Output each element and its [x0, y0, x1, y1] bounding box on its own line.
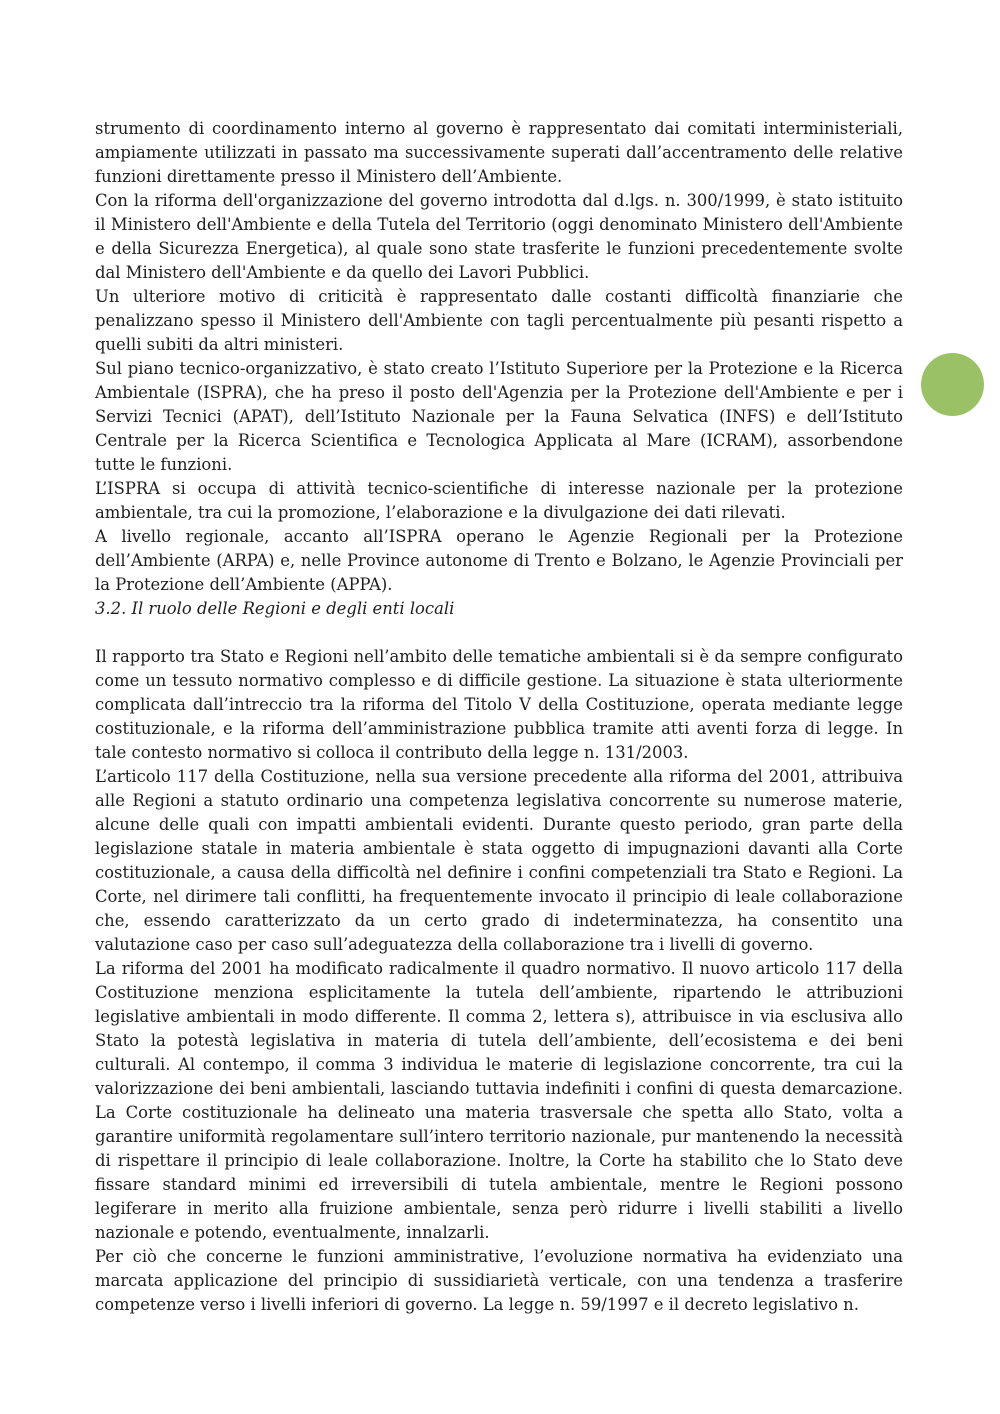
paragraph: Con la riforma dell'organizzazione del governo introdotta dal d.lgs. n. 300/1999, è stato istituito il Ministero dell'Ambiente e della Tutela del Territorio (oggi denominato Ministero dell'Ambiente e della Sicurezza Energetica), al quale sono state trasferite le funzioni precedentemente svolte dal Ministero dell'Ambiente e da quello dei Lavori Pubblici. — [95, 191, 903, 282]
paragraph: Per ciò che concerne le funzioni amministrative, l’evoluzione normativa ha evidenziato una marcata applicazione del principio di sussidiarietà verticale, con una tendenza a trasferire competenze verso i livelli inferiori di governo. La legge n. 59/1997 e il decreto legislativo n. — [95, 1247, 903, 1314]
paragraph: L’articolo 117 della Costituzione, nella sua versione precedente alla riforma del 2001, attribuiva alle Regioni a statuto ordinario una competenza legislativa concorrente su numerose materie, alcune delle quali con impatti ambientali evidenti. Durante questo periodo, gran parte della legislazione statale in materia ambientale è stata oggetto di impugnazioni davanti alla Corte costituzionale, a causa della difficoltà nel definire i confini competenziali tra Stato e Regioni. La Corte, nel dirimere tali conflitti, ha frequentemente invocato il principio di leale collaborazione che, essendo caratterizzato da un certo grado di indeterminatezza, ha consentito una valutazione caso per caso sull’adeguatezza della collaborazione tra i livelli di governo. — [95, 767, 903, 954]
body-text-bottom — [95, 645, 903, 1317]
paragraph: Sul piano tecnico-organizzativo, è stato creato l’Istituto Superiore per la Protezione e la Ricerca Ambientale (ISPRA), che ha preso il posto dell'Agenzia per la Protezione dell'Ambiente e per i Servizi Tecnici (APAT), dell’Istituto Nazionale per la Fauna Selvatica (INFS) e dell’Istituto Centrale per la Ricerca Scientifica e Tecnologica Applicata al Mare (ICRAM), assorbendone tutte le funzioni. — [95, 359, 903, 474]
body-text-top — [95, 117, 903, 597]
paragraph: strumento di coordinamento interno al governo è rappresentato dai comitati interministeriali, ampiamente utilizzati in passato ma successivamente superati dall’accentramento delle relative funzioni direttamente presso il Ministero dell’Ambiente. — [95, 119, 903, 186]
paragraph: L’ISPRA si occupa di attività tecnico-scientifiche di interesse nazionale per la protezione ambientale, tra cui la promozione, l’elaborazione e la divulgazione dei dati rilevati. — [95, 479, 903, 522]
paragraph: A livello regionale, accanto all’ISPRA operano le Agenzie Regionali per la Protezione dell’Ambiente (ARPA) e, nelle Province autonome di Trento e Bolzano, le Agenzie Provinciali per la Protezione dell’Ambiente (APPA). — [95, 527, 903, 594]
paragraph: La riforma del 2001 ha modificato radicalmente il quadro normativo. Il nuovo articolo 117 della Costituzione menziona esplicitamente la tutela dell’ambiente, ripartendo le attribuzioni legislative ambientali in modo differente. Il comma 2, lettera s), attribuisce in via esclusiva allo Stato la potestà legislativa in materia di tutela dell’ambiente, dell’ecosistema e dei beni culturali. Al contempo, il comma 3 individua le materie di legislazione concorrente, tra cui la valorizzazione dei beni ambientali, lasciando tuttavia indefiniti i confini di questa demarcazione. La Corte costituzionale ha delineato una materia trasversale che spetta allo Stato, volta a garantire uniformità regolamentare sull’intero territorio nazionale, pur mantenendo la necessità di rispettare il principio di leale collaborazione. Inoltre, la Corte ha stabilito che lo Stato deve fissare standard minimi ed irreversibili di tutela ambientale, mentre le Regioni possono legiferare in merito alla fruizione ambientale, senza però ridurre i livelli stabiliti a livello nazionale e potendo, eventualmente, innalzarli. — [95, 959, 903, 1242]
paragraph: Il rapporto tra Stato e Regioni nell’ambito delle tematiche ambientali si è da sempre configurato come un tessuto normativo complesso e di difficile gestione. La situazione è stata ulteriormente complicata dall’intreccio tra la riforma del Titolo V della Costituzione, operata mediante legge costituzionale, e la riforma dell’amministrazione pubblica tramite atti aventi forza di legge. In tale contesto normativo si colloca il contributo della legge n. 131/2003. — [95, 647, 903, 762]
section-heading: 3.2. Il ruolo delle Regioni e degli enti locali — [95, 599, 455, 618]
paragraph: Un ulteriore motivo di criticità è rappresentato dalle costanti difficoltà finanziarie che penalizzano spesso il Ministero dell'Ambiente con tagli percentualmente più pesanti rispetto a quelli subiti da altri ministeri. — [95, 287, 903, 354]
green-circle-marker — [921, 353, 984, 416]
